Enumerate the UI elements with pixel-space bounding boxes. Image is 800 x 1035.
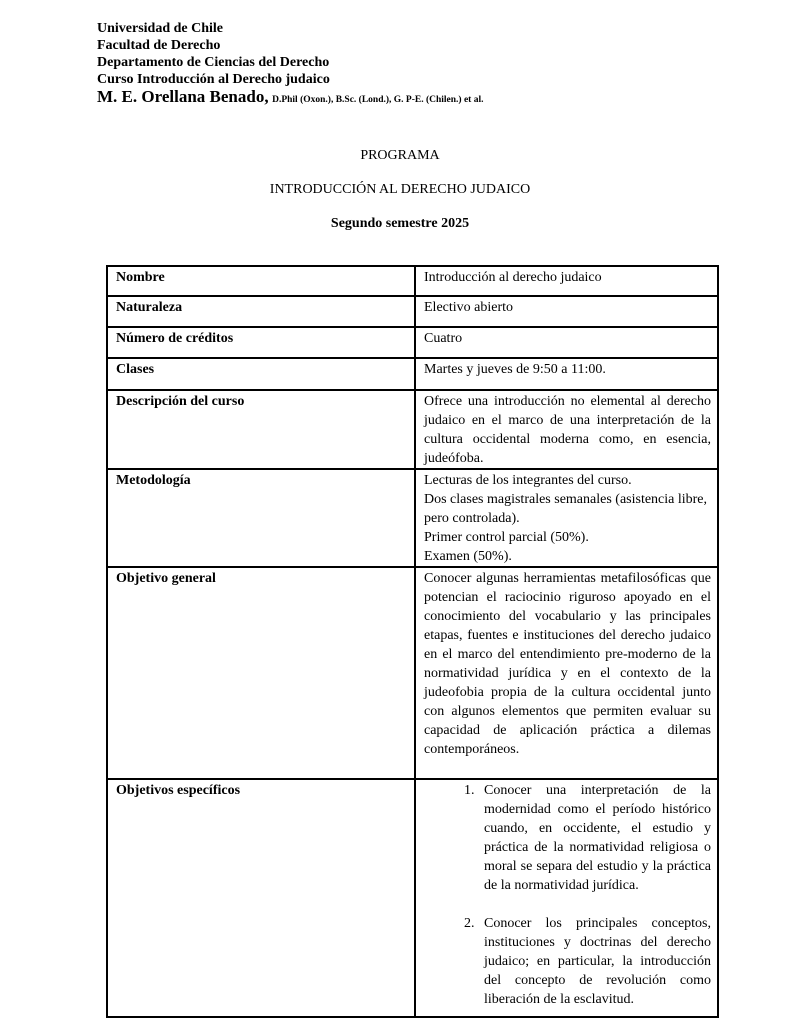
method-line: Dos clases magistrales semanales (asistencia libre, pero controlada). bbox=[424, 492, 708, 526]
row-label: Metodología bbox=[107, 469, 415, 567]
table-row bbox=[107, 779, 718, 1017]
table-row bbox=[107, 327, 718, 358]
author-name: M. E. Orellana Benado, bbox=[97, 87, 269, 106]
row-value: Cuatro bbox=[415, 327, 718, 358]
row-label: Objetivos específicos bbox=[107, 779, 415, 1017]
row-label: Clases bbox=[107, 358, 415, 390]
row-label: Objetivo general bbox=[107, 567, 415, 779]
method-line: Primer control parcial (50%). bbox=[424, 530, 589, 545]
header-line: Universidad de Chile bbox=[97, 21, 224, 36]
table-row bbox=[107, 296, 718, 327]
header-line: Departamento de Ciencias del Derecho bbox=[97, 55, 330, 70]
row-value bbox=[415, 469, 718, 567]
document-title: PROGRAMA bbox=[360, 148, 440, 163]
list-item: 2. Conocer los principales conceptos, instituciones y doctrinas del derecho judaico; en particular, la introducción del concepto de revolución como liberación de la esclavitud. bbox=[478, 914, 711, 1009]
header-line: Facultad de Derecho bbox=[97, 38, 221, 53]
table-row bbox=[107, 390, 718, 469]
row-value bbox=[415, 779, 718, 1017]
row-label: Naturaleza bbox=[107, 296, 415, 327]
row-label: Número de créditos bbox=[107, 327, 415, 358]
course-table bbox=[106, 265, 719, 1018]
header-line: Curso Introducción al Derecho judaico bbox=[97, 72, 330, 87]
institution-header bbox=[97, 20, 483, 109]
list-item: 1. Conocer una interpretación de la modernidad como el período histórico cuando, en occidente, el estudio y práctica de la normatividad religiosa o moral se separa del estudio y la práctica de la normatividad jurídica. bbox=[478, 781, 711, 895]
method-line: Examen (50%). bbox=[424, 549, 512, 564]
row-label: Descripción del curso bbox=[107, 390, 415, 469]
author-credentials: D.Phil (Oxon.), B.Sc. (Lond.), G. P-E. (Chilen.) et al. bbox=[272, 95, 484, 105]
row-value: Ofrece una introducción no elemental al derecho judaico en el marco de una interpretación de la cultura occidental moderna como, en esencia, judeófoba. bbox=[415, 390, 718, 469]
table-row bbox=[107, 266, 718, 296]
method-line: Lecturas de los integrantes del curso. bbox=[424, 473, 632, 488]
table-row bbox=[107, 567, 718, 779]
row-value: Introducción al derecho judaico bbox=[415, 266, 718, 296]
table-row bbox=[107, 358, 718, 390]
row-value: Electivo abierto bbox=[415, 296, 718, 327]
objectives-list bbox=[424, 781, 711, 1009]
row-label: Nombre bbox=[107, 266, 415, 296]
row-value: Martes y jueves de 9:50 a 11:00. bbox=[415, 358, 718, 390]
document-subtitle: INTRODUCCIÓN AL DERECHO JUDAICO bbox=[269, 182, 531, 197]
semester: Segundo semestre 2025 bbox=[330, 216, 470, 231]
table-row bbox=[107, 469, 718, 567]
row-value: Conocer algunas herramientas metafilosóficas que potencian el raciocinio riguroso apoyado en el conocimiento del vocabulario y las principales etapas, fuentes e instituciones del derecho judaico en el marco del entendimiento pre-moderno de la normatividad jurídica y en el contexto de la judeofobia propia de la cultura occidental junto con algunos elementos que permiten evaluar su capacidad de aplicación práctica a dilemas contemporáneos. bbox=[415, 567, 718, 779]
